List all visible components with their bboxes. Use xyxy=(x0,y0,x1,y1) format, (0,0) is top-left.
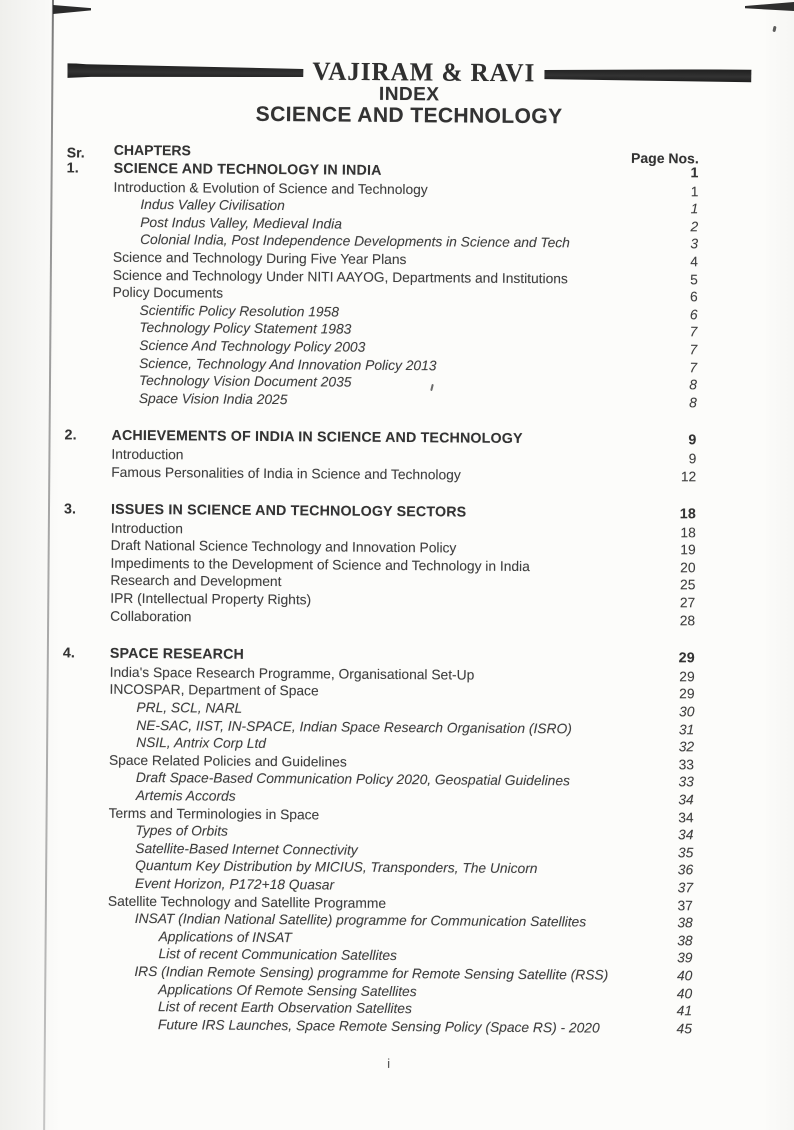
toc-body xyxy=(60,160,699,1037)
chapter-title: ACHIEVEMENTS OF INDIA IN SCIENCE AND TECHNOLOGY xyxy=(111,428,644,450)
item-page: 28 xyxy=(643,612,695,630)
item-title: Technology Vision Document 2035 xyxy=(112,372,645,394)
item-title: IPR (Intellectual Property Rights) xyxy=(110,590,643,612)
item-title: Artemis Accords xyxy=(109,787,642,809)
item-page: 8 xyxy=(645,376,697,394)
item-page: 30 xyxy=(642,703,694,721)
page-nos-column-label: Page Nos. xyxy=(631,150,699,167)
item-page: 12 xyxy=(644,467,696,485)
item-title: Science, Technology And Innovation Policy 2013 xyxy=(112,354,645,376)
page-footer-number: i xyxy=(0,1053,786,1074)
item-page: 4 xyxy=(646,253,698,271)
item-page: 7 xyxy=(645,358,697,376)
chapters-column-label: CHAPTERS xyxy=(114,142,191,159)
scan-artifact-top-right xyxy=(745,2,794,11)
item-page: 25 xyxy=(643,576,695,594)
item-title: Policy Documents xyxy=(113,284,646,306)
toc-section xyxy=(65,160,699,411)
item-page: 37 xyxy=(641,896,693,914)
item-title: Collaboration xyxy=(110,607,643,629)
item-page: 33 xyxy=(642,773,694,791)
item-title: NE-SAC, IIST, IN-SPACE, Indian Space Research Organisation (ISRO) xyxy=(109,716,642,738)
item-page: 5 xyxy=(646,271,698,289)
item-page: 35 xyxy=(641,844,693,862)
item-title: Satellite Technology and Satellite Programme xyxy=(108,892,641,914)
item-page: 9 xyxy=(644,450,696,468)
item-page: 7 xyxy=(645,341,697,359)
chapter-number: 2. xyxy=(64,428,111,446)
item-title: Future IRS Launches, Space Remote Sensing Policy (Space RS) - 2020 xyxy=(107,1015,640,1037)
chapter-page: 1 xyxy=(647,165,699,183)
item-title: Applications Of Remote Sensing Satellites xyxy=(107,980,640,1002)
item-title: Indus Valley Civilisation xyxy=(113,196,646,218)
brand-bar-right xyxy=(544,68,751,83)
item-page: 8 xyxy=(645,394,697,412)
item-page: 7 xyxy=(645,323,697,341)
item-title: Draft Space-Based Communication Policy 2020, Geospatial Guidelines xyxy=(109,769,642,791)
chapter-number: 4. xyxy=(63,646,110,664)
item-title: Space Related Policies and Guidelines xyxy=(109,752,642,774)
item-page: 20 xyxy=(643,559,695,577)
item-page: 34 xyxy=(642,791,694,809)
item-title: Science and Technology During Five Year Plans xyxy=(113,249,646,271)
chapter-number: 3. xyxy=(64,501,111,519)
document-content xyxy=(0,0,794,3)
item-title: India's Space Research Programme, Organisational Set-Up xyxy=(110,664,643,686)
item-title: Satellite-Based Internet Connectivity xyxy=(108,840,641,862)
item-title: Scientific Policy Resolution 1958 xyxy=(112,302,645,324)
item-title: PRL, SCL, NARL xyxy=(109,699,642,721)
item-page: 33 xyxy=(642,756,694,774)
item-page: 1 xyxy=(646,183,698,201)
item-page: 41 xyxy=(640,1002,692,1020)
item-title: Introduction & Evolution of Science and Technology xyxy=(113,178,646,200)
item-page: 18 xyxy=(644,524,696,542)
item-title: Types of Orbits xyxy=(108,822,641,844)
item-title: Post Indus Valley, Medieval India xyxy=(113,214,646,236)
brand-bar-left xyxy=(67,63,303,80)
item-page: 38 xyxy=(641,932,693,950)
item-title: Famous Personalities of India in Science and Technology xyxy=(111,463,644,485)
item-title: List of recent Earth Observation Satellites xyxy=(107,998,640,1020)
toc-item-row xyxy=(63,607,695,630)
item-page: 34 xyxy=(642,809,694,827)
item-title: Draft National Science Technology and Innovation Policy xyxy=(111,537,644,559)
chapter-page: 9 xyxy=(644,432,696,450)
item-title: Space Vision India 2025 xyxy=(112,389,645,411)
subject-heading: SCIENCE AND TECHNOLOGY xyxy=(0,101,794,131)
chapter-page: 18 xyxy=(644,506,696,524)
index-heading: INDEX xyxy=(0,81,794,109)
chapter-title: SPACE RESEARCH xyxy=(110,646,643,668)
scan-edge-line xyxy=(43,0,54,1130)
item-page: 2 xyxy=(646,218,698,236)
item-page: 19 xyxy=(644,541,696,559)
item-page: 32 xyxy=(642,738,694,756)
item-page: 40 xyxy=(640,984,692,1002)
item-title: Terms and Terminologies in Space xyxy=(109,804,642,826)
toc-item-row xyxy=(65,389,697,412)
toc-section xyxy=(64,428,696,486)
item-title: Quantum Key Distribution by MICIUS, Transponders, The Unicorn xyxy=(108,857,641,879)
scan-speck xyxy=(772,26,776,32)
item-title: Introduction xyxy=(111,446,644,468)
item-title: Science and Technology Under NITI AAYOG, Departments and Institutions xyxy=(113,266,646,288)
toc-item-row xyxy=(64,463,696,486)
item-page: 29 xyxy=(643,668,695,686)
item-page: 3 xyxy=(646,235,698,253)
item-title: Colonial India, Post Independence Developments in Science and Tech xyxy=(113,231,646,253)
item-title: List of recent Communication Satellites xyxy=(107,945,640,967)
item-title: Applications of INSAT xyxy=(108,927,641,949)
item-title: Technology Policy Statement 1983 xyxy=(112,319,645,341)
item-title: INSAT (Indian National Satellite) programme for Communication Satellites xyxy=(108,910,641,932)
item-page: 6 xyxy=(646,288,698,306)
item-page: 6 xyxy=(645,306,697,324)
chapter-page: 29 xyxy=(643,650,695,668)
item-page: 37 xyxy=(641,879,693,897)
item-page: 29 xyxy=(642,685,694,703)
sr-column-label: Sr. xyxy=(67,144,85,160)
toc-section xyxy=(60,646,695,1038)
item-title: Research and Development xyxy=(110,572,643,594)
item-title: Impediments to the Development of Science and Technology in India xyxy=(110,555,643,577)
item-page: 45 xyxy=(640,1020,692,1038)
item-page: 1 xyxy=(646,200,698,218)
toc-section xyxy=(63,501,696,629)
brand-title: VAJIRAM & RAVI xyxy=(303,58,544,89)
item-page: 34 xyxy=(641,826,693,844)
item-page: 38 xyxy=(641,914,693,932)
item-page: 36 xyxy=(641,861,693,879)
chapter-title: ISSUES IN SCIENCE AND TECHNOLOGY SECTORS xyxy=(111,502,644,524)
chapter-title: SCIENCE AND TECHNOLOGY IN INDIA xyxy=(114,161,647,183)
item-page: 40 xyxy=(640,967,692,985)
item-page: 27 xyxy=(643,594,695,612)
chapter-number: 1. xyxy=(67,160,114,178)
scan-artifact-top-left xyxy=(53,5,91,14)
item-title: Science And Technology Policy 2003 xyxy=(112,337,645,359)
item-title: Introduction xyxy=(111,519,644,541)
item-title: IRS (Indian Remote Sensing) programme for Remote Sensing Satellite (RSS) xyxy=(107,963,640,985)
item-title: INCOSPAR, Department of Space xyxy=(110,681,643,703)
item-title: Event Horizon, P172+18 Quasar xyxy=(108,875,641,897)
item-title: NSIL, Antrix Corp Ltd xyxy=(109,734,642,756)
item-page: 39 xyxy=(640,949,692,967)
item-page: 31 xyxy=(642,721,694,739)
toc-item-row xyxy=(60,1015,692,1038)
